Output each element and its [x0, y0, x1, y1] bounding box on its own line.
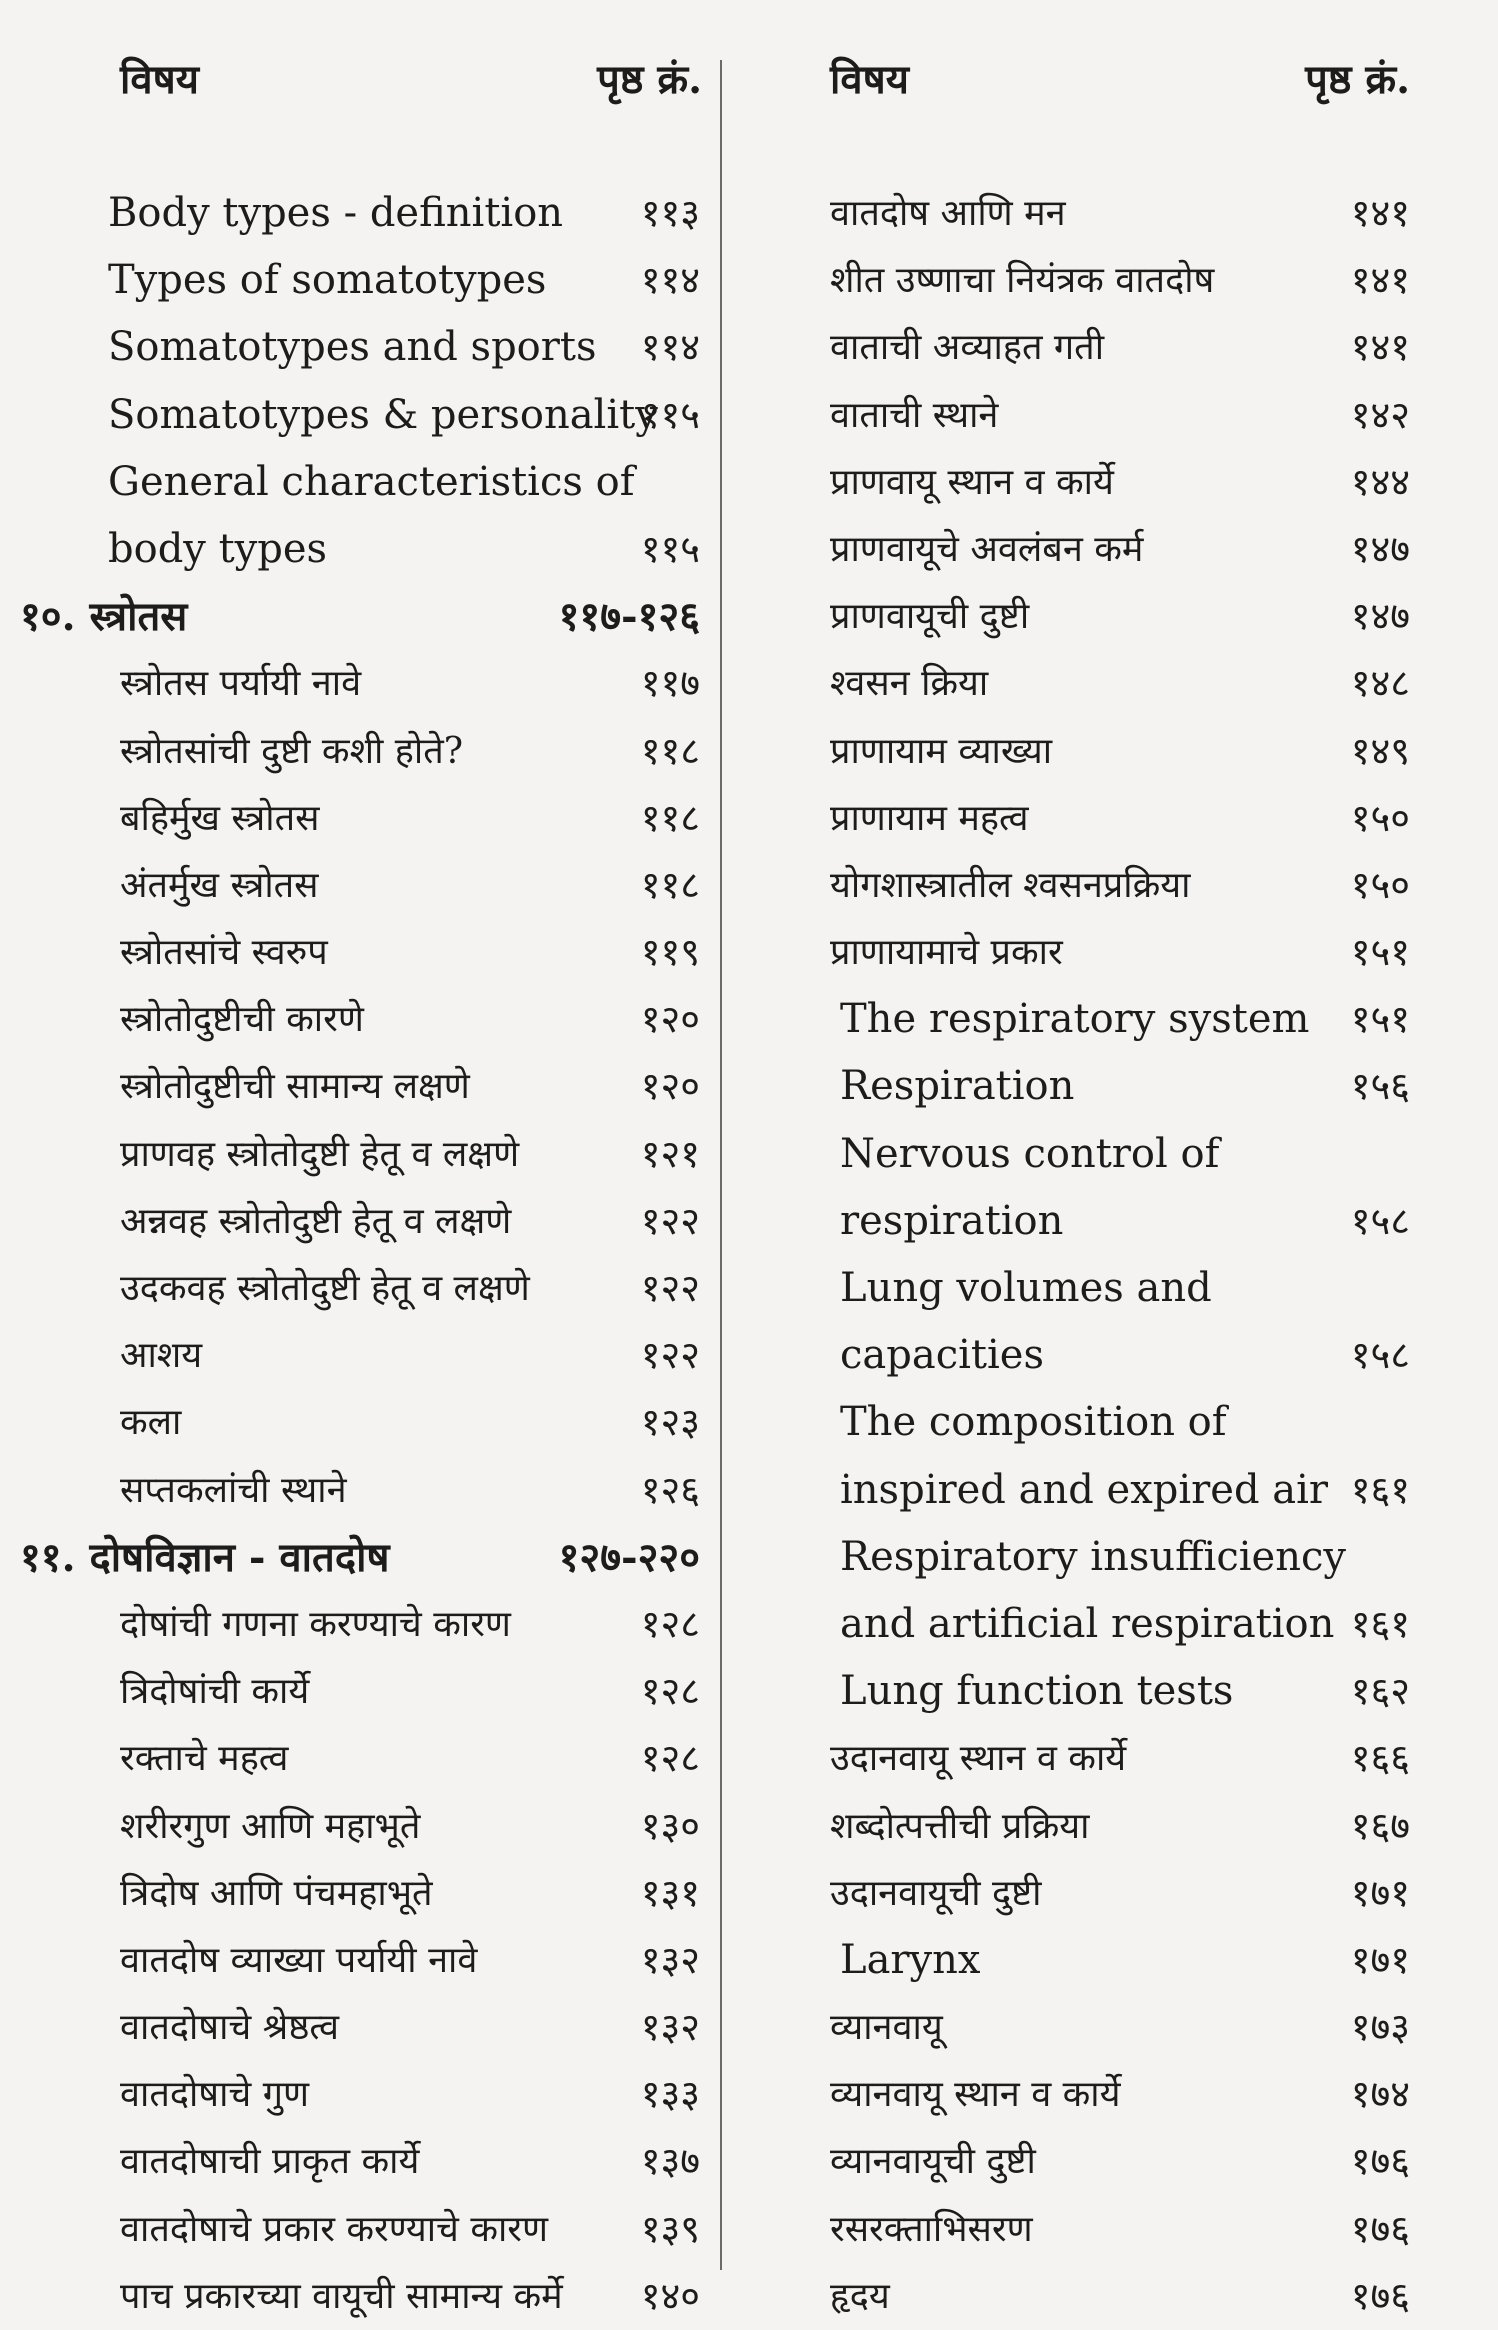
entry-page: १२८ [640, 1736, 700, 1781]
toc-entry [20, 1793, 710, 1860]
entry-title: कला [120, 1402, 182, 1444]
entry-title: General characteristics of [108, 458, 635, 505]
entry-title: दोषांची गणना करण्याचे कारण [120, 1603, 511, 1645]
entry-title: Somatotypes and sports [108, 324, 597, 371]
column-header [20, 40, 710, 120]
toc-entry [20, 314, 710, 381]
toc-entry [20, 1927, 710, 1994]
toc-entry [20, 382, 710, 449]
entry-title: त्रिदोषांची कार्ये [120, 1671, 310, 1713]
entry-page: ११९ [640, 930, 700, 975]
toc-entry [770, 583, 1470, 650]
toc-entry [20, 1053, 710, 1120]
entry-title: Body types - definition [108, 190, 564, 236]
entry-page: १६१ [1350, 1601, 1410, 1646]
entry-page: ११५ [640, 392, 700, 437]
entry-title: प्राणायामाचे प्रकार [830, 932, 1063, 974]
toc-entry [20, 1658, 710, 1725]
entry-title: body types [108, 525, 328, 572]
entry-page: १३० [640, 1803, 700, 1848]
toc-entries [770, 180, 1470, 2330]
entry-page: १३७ [640, 2139, 700, 2184]
toc-entry [770, 852, 1470, 919]
entry-page: ११८ [640, 728, 700, 773]
entry-page: १५१ [1350, 997, 1410, 1042]
toc-entry [20, 852, 710, 919]
toc-entry [770, 650, 1470, 717]
entry-title: व्यानवायू [830, 2007, 943, 2049]
toc-entry [20, 449, 710, 516]
toc-entry [20, 1121, 710, 1188]
entry-title: रक्ताचे महत्व [120, 1738, 289, 1780]
toc-entry [770, 1389, 1470, 1456]
entry-page: १७१ [1350, 1870, 1410, 1915]
entry-page: १२१ [640, 1131, 700, 1176]
toc-entry [20, 247, 710, 314]
chapter-page-range: ११७-१२६ [558, 593, 700, 641]
toc-right-column [770, 40, 1470, 2330]
entry-page: १२२ [640, 1198, 700, 1243]
toc-entry [20, 1188, 710, 1255]
toc-entry [770, 1994, 1470, 2061]
entry-page: १४० [640, 2273, 700, 2318]
entry-page: १६६ [1350, 1736, 1410, 1781]
entry-title: हृदय [830, 2275, 890, 2317]
toc-entry [770, 718, 1470, 785]
entry-page: ११४ [640, 258, 700, 303]
entry-page: १६१ [1350, 1467, 1410, 1512]
toc-entry [20, 2128, 710, 2195]
entry-title: उदकवह स्त्रोतोदुष्टी हेतू व लक्षणे [120, 1268, 530, 1309]
entry-title: व्यानवायू स्थान व कार्ये [830, 2074, 1121, 2116]
entry-title: शब्दोत्पत्तीची प्रक्रिया [830, 1805, 1090, 1847]
entry-title: प्राणायाम व्याख्या [830, 730, 1053, 772]
subject-heading: विषय [120, 56, 199, 103]
entry-page: १७६ [1350, 2139, 1410, 2184]
toc-entry [770, 1457, 1470, 1524]
entry-page: १२२ [640, 1333, 700, 1378]
entry-title: प्राणवायूचे अवलंबन कर्म [830, 528, 1144, 570]
entry-title: त्रिदोष आणि पंचमहाभूते [120, 1872, 433, 1914]
entry-page: १३२ [640, 1937, 700, 1982]
entry-page: १२२ [640, 1266, 700, 1310]
entry-title: बहिर्मुख स्त्रोतस [120, 797, 320, 839]
column-header [770, 40, 1470, 120]
entry-page: १५० [1350, 862, 1410, 907]
entry-page: १७१ [1350, 1937, 1410, 1982]
entry-title: सप्तकलांची स्थाने [120, 1469, 347, 1511]
toc-entry [20, 2061, 710, 2128]
entry-title: Respiration [840, 1063, 1075, 1110]
entry-title: and artificial respiration [840, 1600, 1335, 1647]
entry-title: रसरक्ताभिसरण [830, 2208, 1033, 2250]
page-number-heading: पृष्ठ क्रं. [597, 56, 702, 103]
toc-left-column [20, 40, 710, 2330]
entry-page: १२३ [640, 1400, 700, 1445]
entry-page: ११४ [640, 325, 700, 370]
entry-page: १३२ [640, 2005, 700, 2050]
entry-title: वातदोषाचे श्रेष्ठत्व [120, 2007, 339, 2049]
entry-title: The respiratory system [840, 996, 1310, 1043]
entry-title: Lung function tests [840, 1668, 1234, 1715]
entry-page: १६७ [1350, 1803, 1410, 1848]
entry-title: The composition of [840, 1399, 1227, 1446]
entry-page: ११३ [640, 191, 700, 235]
entry-title: Respiratory insufficiency [840, 1533, 1346, 1580]
toc-entry [770, 1053, 1470, 1120]
entry-title: श्वसन क्रिया [830, 663, 989, 705]
entry-title: योगशास्त्रातील श्वसनप्रक्रिया [830, 864, 1191, 906]
entry-page: १७६ [1350, 2206, 1410, 2251]
entry-title: व्यानवायूची दुष्टी [830, 2141, 1036, 2183]
toc-entry [20, 1994, 710, 2061]
entry-page: १२८ [640, 1601, 700, 1646]
entry-page: १४७ [1350, 526, 1410, 571]
toc-entry [20, 986, 710, 1053]
entry-page: १४७ [1350, 594, 1410, 639]
entry-title: पाच प्रकारच्या वायूची सामान्य कर्मे [120, 2275, 563, 2317]
entry-title: स्त्रोतोदुष्टीची सामान्य लक्षणे [120, 1066, 470, 1108]
toc-entry [20, 1591, 710, 1658]
toc-entry [20, 1860, 710, 1927]
entry-title: स्त्रोतोदुष्टीची कारणे [120, 999, 364, 1041]
entry-page: १४१ [1350, 258, 1410, 303]
toc-entry [20, 2196, 710, 2263]
entry-page: १७३ [1350, 2005, 1410, 2050]
toc-entry [770, 2061, 1470, 2128]
entry-title: उदानवायू स्थान व कार्ये [830, 1738, 1127, 1780]
entry-title: अंतर्मुख स्त्रोतस [120, 864, 319, 906]
entry-title: अन्नवह स्त्रोतोदुष्टी हेतू व लक्षणे [120, 1200, 512, 1242]
entry-title: Nervous control of [840, 1130, 1220, 1177]
toc-entry [770, 986, 1470, 1053]
entry-page: १६२ [1350, 1669, 1410, 1714]
entry-page: १२० [640, 997, 700, 1042]
entry-page: १५८ [1350, 1198, 1410, 1243]
toc-entry [770, 1524, 1470, 1591]
page-number-heading: पृष्ठ क्रं. [1305, 56, 1410, 103]
toc-entry [20, 785, 710, 852]
toc-entry [770, 1927, 1470, 1994]
toc-entry [770, 180, 1470, 247]
entry-page: ११५ [640, 526, 700, 571]
entry-page: १७४ [1350, 2072, 1410, 2117]
toc-entry [770, 1860, 1470, 1927]
entry-title: वातदोषाचे प्रकार करण्याचे कारण [120, 2208, 549, 2250]
entry-page: १५८ [1350, 1333, 1410, 1378]
entry-title: Lung volumes and [840, 1265, 1212, 1311]
toc-entry [770, 2196, 1470, 2263]
toc-entry [20, 180, 710, 247]
chapter-title: ११. दोषविज्ञान - वातदोष [20, 1533, 390, 1581]
entry-title: प्राणवायू स्थान व कार्ये [830, 461, 1114, 503]
entry-title: स्त्रोतसांचे स्वरुप [120, 932, 328, 974]
toc-entry [770, 2128, 1470, 2195]
toc-entry [770, 919, 1470, 986]
entry-title: शीत उष्णाचा नियंत्रक वातदोष [830, 260, 1215, 302]
toc-entry [20, 1322, 710, 1389]
entry-title: वातदोष आणि मन [830, 193, 1066, 234]
entry-page: १५० [1350, 795, 1410, 840]
entry-page: १४१ [1350, 191, 1410, 235]
entry-page: १५६ [1350, 1064, 1410, 1109]
entry-title: inspired and expired air [840, 1466, 1329, 1513]
entry-page: १३१ [640, 1870, 700, 1915]
entry-title: Types of somatotypes [108, 257, 547, 304]
entry-title: स्त्रोतसांची दुष्टी कशी होते? [120, 730, 464, 772]
entry-title: वातदोषाची प्राकृत कार्ये [120, 2141, 420, 2183]
toc-entry [770, 1255, 1470, 1322]
toc-entry [770, 382, 1470, 449]
entry-title: वातदोषाचे गुण [120, 2074, 310, 2116]
entry-title: शरीरगुण आणि महाभूते [120, 1805, 421, 1847]
entry-page: १४८ [1350, 661, 1410, 706]
subject-heading: विषय [830, 56, 909, 103]
entry-page: १३९ [640, 2206, 700, 2251]
entry-page: १२८ [640, 1669, 700, 1714]
entry-page: १२६ [640, 1467, 700, 1512]
entry-page: १३३ [640, 2072, 700, 2117]
toc-entry [770, 1322, 1470, 1389]
toc-entry [770, 1793, 1470, 1860]
toc-entry [20, 919, 710, 986]
chapter-heading-row [20, 583, 710, 650]
toc-entry [770, 1658, 1470, 1725]
toc-entry [770, 247, 1470, 314]
toc-entry [20, 1255, 710, 1322]
entry-title: वाताची अव्याहत गती [830, 327, 1105, 369]
entry-title: respiration [840, 1197, 1064, 1244]
entry-page: १४२ [1350, 392, 1410, 437]
entry-title: प्राणायाम महत्व [830, 797, 1029, 839]
chapter-heading-row [20, 1524, 710, 1591]
toc-entry [20, 650, 710, 717]
toc-entry [20, 2263, 710, 2330]
entry-page: १४९ [1350, 728, 1410, 773]
entry-title: वाताची स्थाने [830, 394, 999, 436]
toc-entry [20, 1389, 710, 1456]
chapter-page-range: १२७-२२० [558, 1533, 700, 1581]
toc-entry [770, 516, 1470, 583]
entry-title: प्राणवह स्त्रोतोदुष्टी हेतू व लक्षणे [120, 1133, 520, 1175]
toc-entry [770, 1725, 1470, 1792]
entry-title: उदानवायूची दुष्टी [830, 1872, 1042, 1914]
chapter-title: १०. स्त्रोतस [20, 593, 188, 641]
entry-title: Somatotypes & personality [108, 391, 658, 438]
entry-page: १५१ [1350, 930, 1410, 975]
toc-entry [770, 449, 1470, 516]
entry-page: १४४ [1350, 459, 1410, 504]
toc-entries [20, 180, 710, 2330]
toc-entry [770, 1121, 1470, 1188]
toc-entry [770, 1188, 1470, 1255]
entry-page: ११७ [640, 661, 700, 706]
toc-entry [20, 516, 710, 583]
entry-title: capacities [840, 1332, 1044, 1379]
entry-page: ११८ [640, 795, 700, 840]
entry-page: १२० [640, 1064, 700, 1109]
toc-entry [770, 2263, 1470, 2330]
entry-title: आशय [120, 1335, 203, 1377]
entry-title: प्राणवायूची दुष्टी [830, 596, 1030, 638]
entry-page: ११८ [640, 862, 700, 907]
column-divider [720, 60, 722, 2270]
toc-entry [770, 785, 1470, 852]
toc-entry [20, 1457, 710, 1524]
entry-page: १४१ [1350, 325, 1410, 370]
entry-page: १७६ [1350, 2273, 1410, 2318]
entry-title: स्त्रोतस पर्यायी नावे [120, 663, 362, 705]
toc-entry [770, 1591, 1470, 1658]
toc-entry [20, 1725, 710, 1792]
entry-title: Larynx [840, 1936, 981, 1983]
toc-entry [770, 314, 1470, 381]
entry-title: वातदोष व्याख्या पर्यायी नावे [120, 1939, 478, 1981]
toc-entry [20, 718, 710, 785]
